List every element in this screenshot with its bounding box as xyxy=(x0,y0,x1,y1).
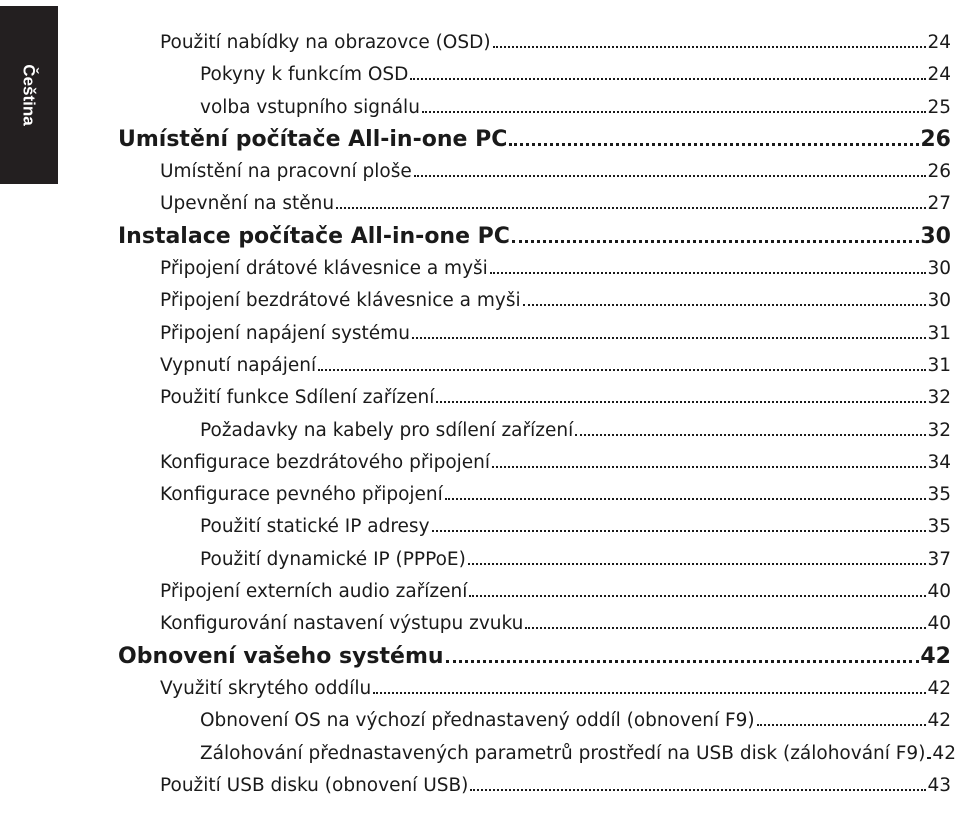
toc-entry-title: Umístění počítače All-in-one PC xyxy=(118,126,508,152)
dot-leader xyxy=(410,78,926,80)
toc-entry[interactable] xyxy=(0,415,960,447)
toc-entry-page: 40 xyxy=(927,581,951,603)
dot-leader xyxy=(336,207,926,209)
dot-leader xyxy=(414,175,927,177)
toc-entry-page: 32 xyxy=(927,387,951,409)
dot-leader xyxy=(468,563,927,565)
toc-entry-page: 30 xyxy=(927,258,951,280)
toc-entry-page: 34 xyxy=(927,451,951,473)
toc-entry-title: Použití statické IP adresy xyxy=(200,516,430,538)
dot-leader xyxy=(318,369,926,371)
toc-entry-title: Použití funkce Sdílení zařízení xyxy=(160,387,435,409)
toc-entry[interactable] xyxy=(0,253,960,285)
toc-entry[interactable] xyxy=(0,447,960,479)
toc-entry-page: 30 xyxy=(920,223,951,249)
toc-entry-page: 24 xyxy=(927,32,951,53)
dot-leader xyxy=(492,466,926,468)
dot-leader xyxy=(490,272,927,274)
toc-entry-page: 26 xyxy=(927,161,951,183)
toc-entry-title: Upevnění na stěnu xyxy=(160,193,335,215)
toc-entry-page: 42 xyxy=(927,677,951,699)
toc-entry-page: 24 xyxy=(927,64,951,86)
toc-entry-title: Konfigurování nastavení výstupu zvuku xyxy=(160,613,524,635)
toc-entry-page: 42 xyxy=(932,742,956,764)
toc-entry-page: 40 xyxy=(927,613,951,635)
toc-entry[interactable] xyxy=(0,738,960,770)
toc-entry-page: 26 xyxy=(920,126,951,152)
toc-entry-page: 31 xyxy=(927,354,951,376)
toc-entry-title: Připojení bezdrátové klávesnice a myši xyxy=(160,290,521,312)
toc-entry[interactable] xyxy=(0,479,960,511)
toc-entry[interactable] xyxy=(0,27,960,59)
toc-entry-page: 31 xyxy=(927,322,951,344)
toc-entry-title: Konfigurace bezdrátového připojení xyxy=(160,451,491,473)
toc-entry-title: Konfigurace pevného připojení xyxy=(160,484,443,506)
table-of-contents xyxy=(0,27,960,802)
dot-leader xyxy=(446,660,920,663)
toc-entry[interactable] xyxy=(0,576,960,608)
dot-leader xyxy=(422,111,927,113)
toc-entry[interactable] xyxy=(0,705,960,737)
toc-entry[interactable] xyxy=(0,382,960,414)
toc-entry[interactable] xyxy=(0,156,960,188)
toc-entry-page: 25 xyxy=(927,96,951,118)
dot-leader xyxy=(927,757,931,759)
toc-entry[interactable] xyxy=(0,285,960,317)
dot-leader xyxy=(509,143,919,146)
toc-entry[interactable] xyxy=(0,608,960,640)
toc-entry[interactable] xyxy=(0,350,960,382)
toc-entry-title: Vypnutí napájení xyxy=(160,354,317,376)
toc-entry-title: Využití skrytého oddílu xyxy=(160,677,372,699)
dot-leader xyxy=(436,401,926,403)
toc-entry-title: Obnovení OS na výchozí přednastavený oddíl (obnovení F9) xyxy=(200,710,755,732)
toc-entry[interactable] xyxy=(0,188,960,220)
toc-entry-page: 35 xyxy=(927,516,951,538)
toc-entry[interactable] xyxy=(0,59,960,91)
toc-entry-page: 32 xyxy=(927,419,951,441)
toc-entry-title: Použití USB disku (obnovení USB) xyxy=(160,774,469,796)
dot-leader xyxy=(412,337,927,339)
toc-section-entry[interactable] xyxy=(0,124,960,156)
toc-entry-title: Požadavky na kabely pro sdílení zařízení xyxy=(200,419,574,441)
language-tab-label: Čeština xyxy=(20,64,40,126)
toc-entry-title: Použití nabídky na obrazovce (OSD) xyxy=(160,32,491,53)
toc-entry-page: 30 xyxy=(927,290,951,312)
toc-entry-page: 43 xyxy=(927,774,951,796)
dot-leader xyxy=(575,434,926,436)
toc-entry-title: Připojení napájení systému xyxy=(160,322,410,344)
toc-section-entry[interactable] xyxy=(0,641,960,673)
toc-entry-title: Použití dynamické IP (PPPoE) xyxy=(200,548,466,570)
dot-leader xyxy=(432,530,927,532)
dot-leader xyxy=(373,692,926,694)
toc-entry[interactable] xyxy=(0,770,960,802)
toc-entry-title: Pokyny k funkcím OSD xyxy=(200,64,409,86)
toc-entry-title: Zálohování přednastavených parametrů prostředí na USB disk (zálohování F9) xyxy=(200,742,926,764)
toc-entry[interactable] xyxy=(0,544,960,576)
dot-leader xyxy=(512,240,919,243)
dot-leader xyxy=(445,498,927,500)
toc-entry-title: Instalace počítače All-in-one PC xyxy=(118,223,510,249)
toc-entry-page: 37 xyxy=(927,548,951,570)
toc-section-entry[interactable] xyxy=(0,221,960,253)
dot-leader xyxy=(493,46,927,48)
toc-entry-page: 27 xyxy=(927,193,951,215)
toc-entry-page: 42 xyxy=(920,643,951,669)
dot-leader xyxy=(525,627,926,629)
dot-leader xyxy=(523,304,927,306)
toc-entry-title: volba vstupního signálu xyxy=(200,96,420,118)
toc-entry-title: Připojení externích audio zařízení xyxy=(160,581,468,603)
toc-entry-title: Obnovení vašeho systému xyxy=(118,643,444,669)
toc-entry[interactable] xyxy=(0,92,960,124)
toc-entry-page: 35 xyxy=(927,484,951,506)
dot-leader xyxy=(470,789,926,791)
dot-leader xyxy=(757,724,927,726)
toc-entry[interactable] xyxy=(0,673,960,705)
toc-entry[interactable] xyxy=(0,511,960,543)
toc-entry-title: Připojení drátové klávesnice a myši xyxy=(160,258,488,280)
toc-entry-title: Umístění na pracovní ploše xyxy=(160,161,412,183)
dot-leader xyxy=(469,595,926,597)
toc-entry-page: 42 xyxy=(927,710,951,732)
toc-entry[interactable] xyxy=(0,318,960,350)
